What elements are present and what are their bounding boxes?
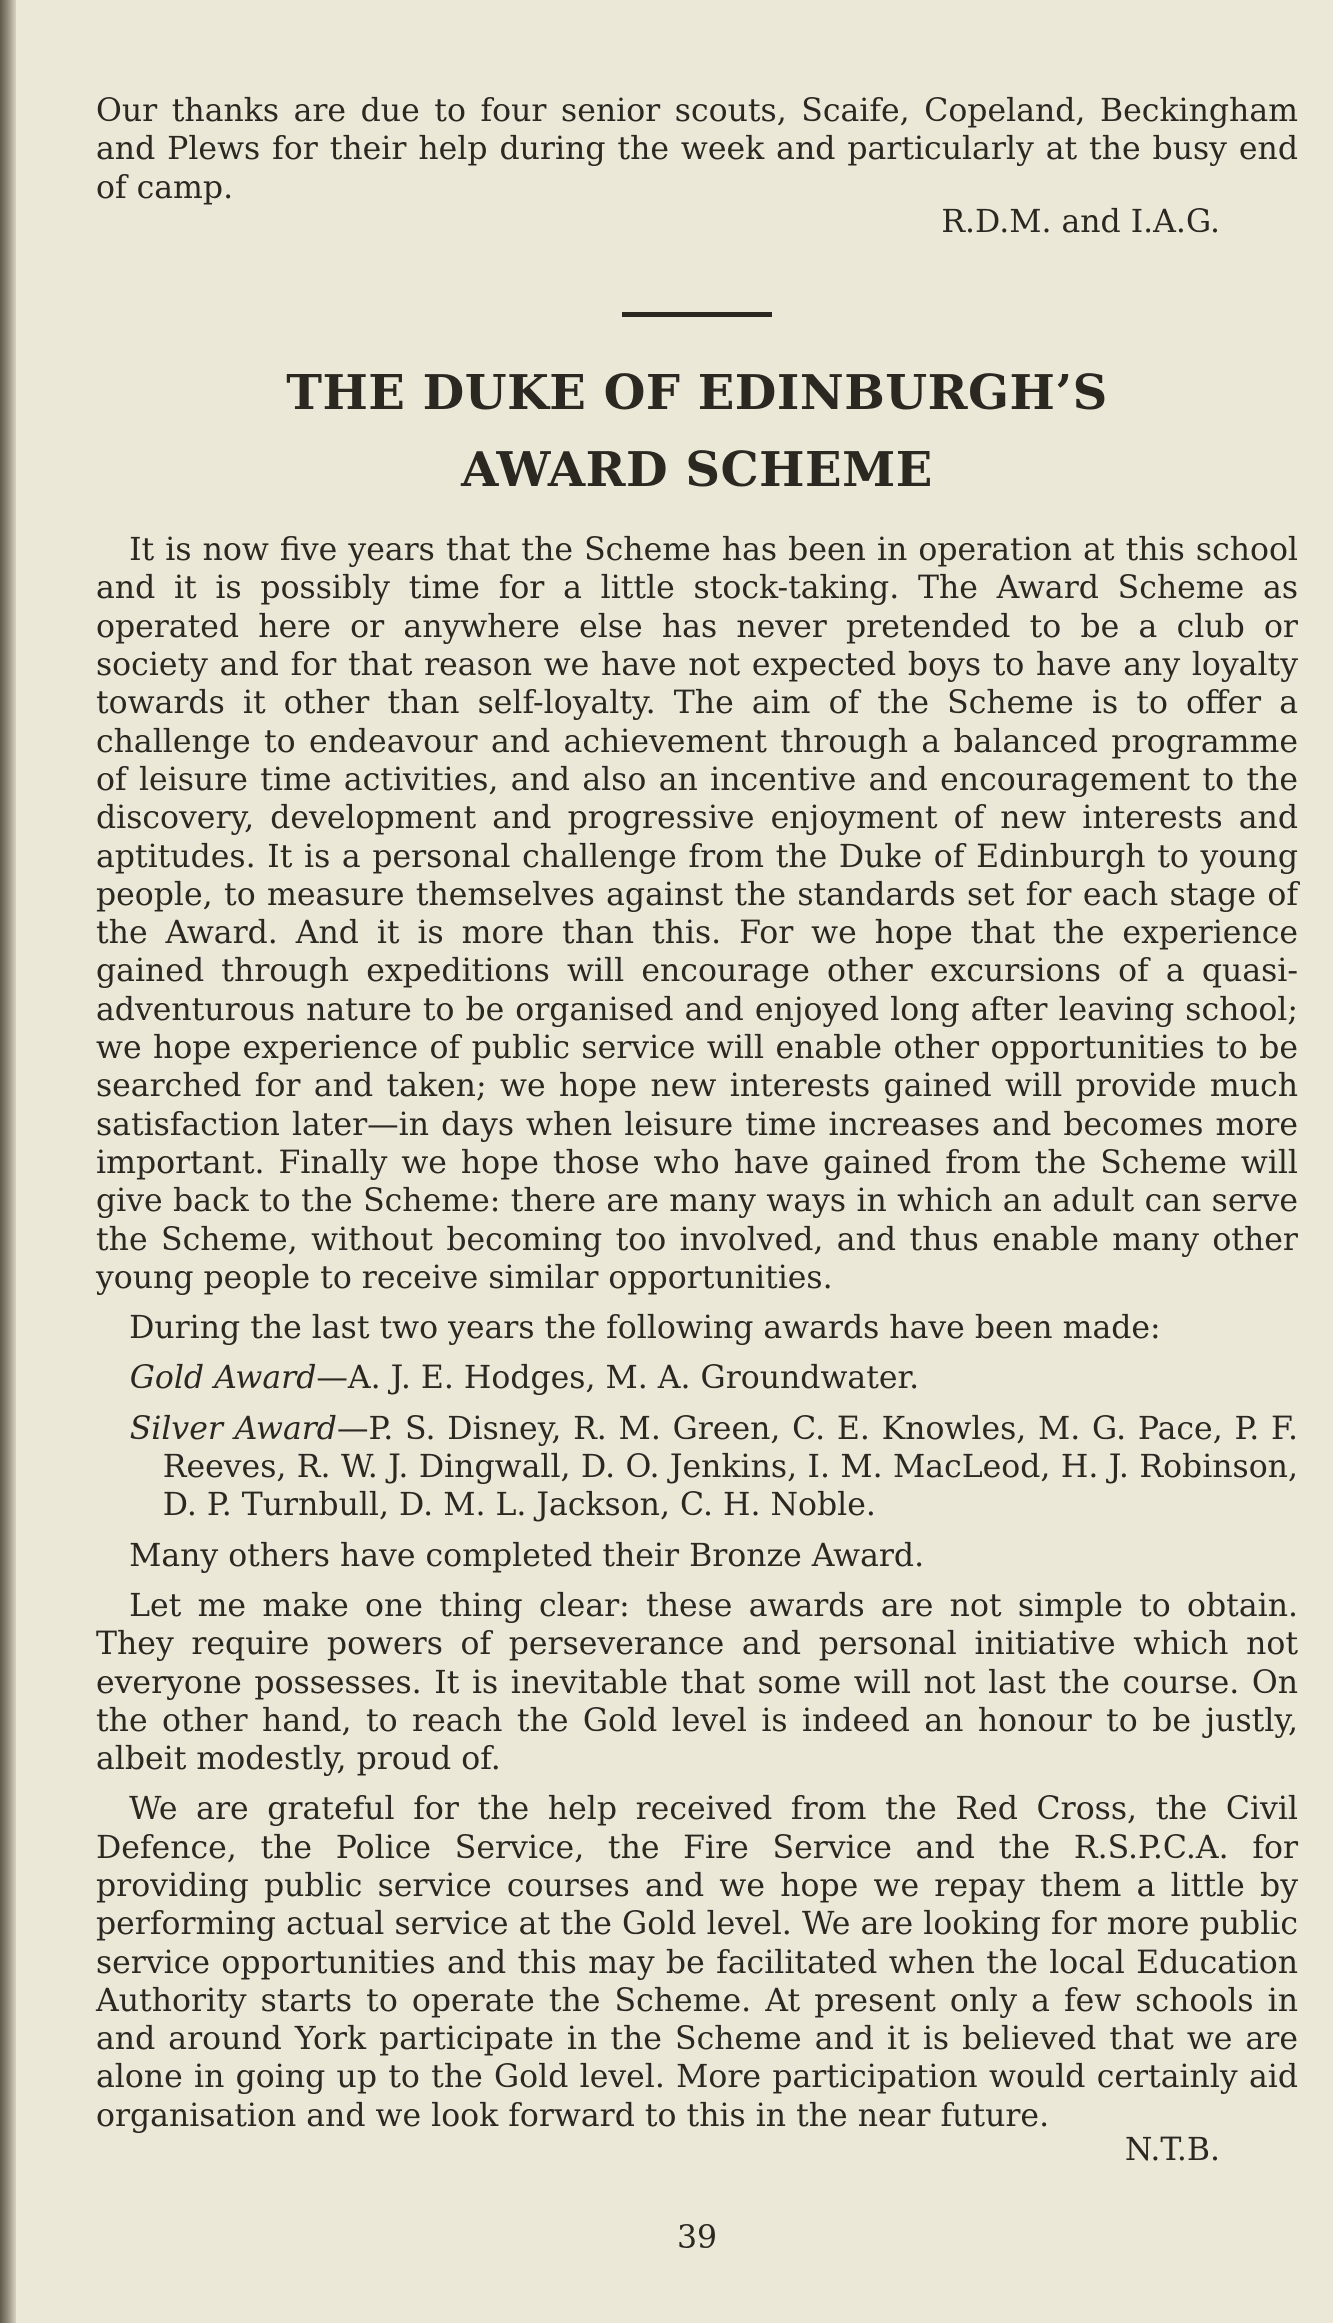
article-paragraph-1: It is now five years that the Scheme has been in operation at this school and it is possibly time for a little stock-taking. The Award Scheme as operated here or anywhere else has never pretended to be a club or society and for that reason we have not expected boys to have any loyalty towards it other than self-loyalty. The aim of the Scheme is to offer a challenge to endeavour and achievement through a balanced programme of leisure time activities, and also an incentive and encouragement to the discovery, development and progressive enjoyment of new interests and aptitudes. It is a personal challenge from the Duke of Edinburgh to young people, to measure themselves against the standards set for each stage of the Award. And it is more than this. For we hope that the experience gained through expeditions will encourage other excursions of a quasi-adventurous nature to be organised and enjoyed long after leaving school; we hope experience of public service will enable other opportunities to be searched for and taken; we hope new interests gained will provide much satisfaction later—in days when leisure time increases and becomes more important. Finally we hope those who have gained from the Scheme will give back to the Scheme: there are many ways in which an adult can serve the Scheme, without becoming too involved, and thus enable many other young people to receive similar opportunities. [96, 532, 1298, 1296]
book-page [96, 92, 1298, 2258]
gold-award-label: Gold Award [129, 1360, 317, 1397]
silver-award-names: —P. S. Disney, R. M. Green, C. E. Knowles, M. G. Pace, P. F. Reeves, R. W. J. Dingwall, D. O. Jenkins, I. M. MacLeod, H. J. Robinson, D. P. Turnbull, D. M. L. Jackson, C. H. Noble. [162, 1410, 1298, 1524]
article-title-line-2: AWARD SCHEME [461, 442, 933, 499]
article-title [96, 355, 1298, 509]
section-divider [622, 312, 772, 317]
intro-paragraph: Our thanks are due to four senior scouts, Scaife, Copeland, Beckingham and Plews for their help during the week and particularly at the busy end of camp. [96, 93, 1298, 206]
article-title-line-1: THE DUKE OF EDINBURGH’S [286, 365, 1108, 422]
gold-award-names: —A. J. E. Hodges, M. A. Groundwater. [316, 1360, 920, 1397]
book-spine-shadow [0, 0, 16, 2323]
article-paragraph-5: We are grateful for the help received from the Red Cross, the Civil Defence, the Police Service, the Fire Service and the R.S.P.C.A. for providing public service courses and we hope we repay them a little by performing actual service at the Gold level. We are looking for more public service opportunities and this may be facilitated when the local Education Authority starts to operate the Scheme. At present only a few schools in and around York participate in the Scheme and it is believed that we are alone in going up to the Gold level. More participation would certainly aid organisation and we look forward to this in the near future. [96, 1791, 1298, 2134]
article-paragraph-4: Let me make one thing clear: these awards are not simple to obtain. They require powers of perseverance and personal initiative which not everyone possesses. It is inevitable that some will not last the course. On the other hand, to reach the Gold level is indeed an honour to be justly, albeit modestly, proud of. [96, 1587, 1298, 1778]
silver-award-line [96, 1410, 1298, 1525]
gold-award-line [96, 1359, 1298, 1397]
article-signoff: N.T.B. [1124, 2132, 1220, 2169]
page-number: 39 [676, 2220, 718, 2257]
silver-award-label: Silver Award [129, 1410, 337, 1447]
article-paragraph-2: During the last two years the following awards have been made: [129, 1310, 1161, 1347]
intro-signoff: R.D.M. and I.A.G. [941, 203, 1220, 240]
article-paragraph-3: Many others have completed their Bronze Award. [129, 1537, 925, 1574]
